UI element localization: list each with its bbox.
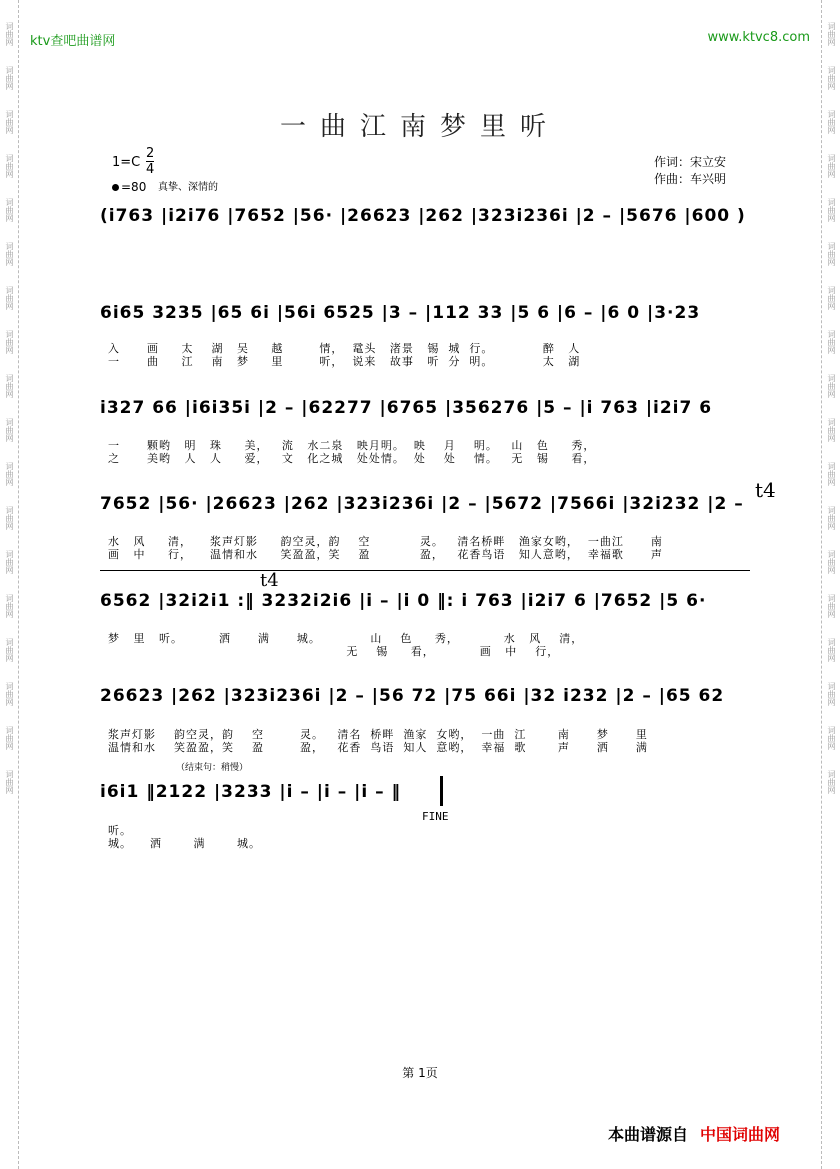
watermark-glyph: 词曲网 xyxy=(827,154,836,178)
left-watermark-column xyxy=(2,0,16,1169)
header-right-site[interactable]: www.ktvc8.com xyxy=(707,30,810,45)
watermark-glyph: 词曲网 xyxy=(827,242,836,266)
key-signature: 1=C xyxy=(112,155,141,170)
watermark-glyph: 词曲网 xyxy=(5,770,14,794)
lyric-line-6a: 浆声灯影 韵空灵，韵 空 灵。 清名 桥畔 渔家 女哟， 一曲 江 南 梦 里 xyxy=(108,728,648,741)
left-margin-line xyxy=(18,0,19,1169)
watermark-glyph: 词曲网 xyxy=(5,330,14,354)
watermark-glyph: 词曲网 xyxy=(5,550,14,574)
lyric-line-5b: 无 锡 看， 画 中 行， xyxy=(108,645,560,658)
watermark-glyph: 词曲网 xyxy=(827,374,836,398)
music-line-7: i6i1 ‖2122 |3233 |i – |i – |i – ‖ xyxy=(100,782,402,802)
header-left-site[interactable]: ktv查吧曲谱网 xyxy=(30,34,116,49)
watermark-glyph: 词曲网 xyxy=(5,154,14,178)
lyric-line-4b: 画 中 行， 温情和水 笑盈盈，笑 盈 盈， 花香鸟语 知人意哟， 幸福歌 声 xyxy=(108,548,663,561)
watermark-glyph: 词曲网 xyxy=(827,198,836,222)
watermark-glyph: 词曲网 xyxy=(827,418,836,442)
quarter-note-icon xyxy=(112,184,119,191)
music-line-1: (i763 |i2i76 |7652 |56· |26623 |262 |323i236i |2 – |5676 |600 ) xyxy=(100,206,746,226)
lyricist-credit: 作词：宋立安 xyxy=(654,155,727,169)
right-margin-line xyxy=(821,0,822,1169)
watermark-glyph: 词曲网 xyxy=(5,726,14,750)
fine-mark: FINE xyxy=(422,810,449,823)
watermark-glyph: 词曲网 xyxy=(5,22,14,46)
music-line-5: 6562 |32i2i1 :‖ 3232i2i6 |i – |i 0 ‖: i 763 |i2i7 6 |7652 |5 6· xyxy=(100,591,707,611)
music-line-4: 7652 |56· |26623 |262 |323i236i |2 – |5672 |7566i |32i232 |2 – xyxy=(100,494,744,514)
music-line-3: i327 66 |i6i35i |2 – |62277 |6765 |356276 |5 – |i 763 |i2i7 6 xyxy=(100,398,713,418)
watermark-glyph: 词曲网 xyxy=(827,22,836,46)
watermark-glyph: 词曲网 xyxy=(827,286,836,310)
watermark-glyph: 词曲网 xyxy=(5,506,14,530)
right-watermark-column xyxy=(824,0,838,1169)
time-sig-bottom: 4 xyxy=(146,162,155,177)
watermark-glyph: 词曲网 xyxy=(5,286,14,310)
watermark-glyph: 词曲网 xyxy=(827,726,836,750)
watermark-glyph: 词曲网 xyxy=(5,374,14,398)
final-barline xyxy=(440,776,443,806)
lyric-line-4a: 水 风 清， 浆声灯影 韵空灵，韵 空 灵。 清名桥畔 渔家女哟， 一曲江 南 xyxy=(108,535,663,548)
watermark-glyph: 词曲网 xyxy=(5,594,14,618)
stray-mark-1: t4 xyxy=(755,478,776,502)
ending-note: （结束句：稍慢） xyxy=(176,763,249,773)
staff-separator xyxy=(100,570,750,571)
lyric-line-3a: 一 颗哟 明 珠 美， 流 水二泉 映月明。 映 月 明。 山 色 秀， xyxy=(108,439,596,452)
composer-credit: 作曲：车兴明 xyxy=(654,172,727,186)
lyric-line-2a: 入 画 太 湖 吴 越 情， 鼋头 渚景 锡 城 行。 醉 人 xyxy=(108,342,581,355)
watermark-glyph: 词曲网 xyxy=(5,682,14,706)
lyric-line-7b: 城。 洒 满 城。 xyxy=(108,837,261,850)
lyric-line-5a: 梦 里 听。 洒 满 城。 山 色 秀， 水 风 清， xyxy=(108,632,584,645)
lyric-line-6b: 温情和水 笑盈盈，笑 盈 盈， 花香 鸟语 知人 意哟， 幸福 歌 声 洒 满 xyxy=(108,741,648,754)
lyric-line-3b: 之 美哟 人 人 爱， 文 化之城 处处情。 处 处 情。 无 锡 看， xyxy=(108,452,596,465)
watermark-glyph: 词曲网 xyxy=(5,198,14,222)
time-signature xyxy=(146,146,154,177)
music-line-6: 26623 |262 |323i236i |2 – |56 72 |75 66i |32 i232 |2 – |65 62 xyxy=(100,686,725,706)
page-number: 第 1页 xyxy=(402,1066,438,1080)
source-credit xyxy=(608,1122,780,1145)
source-site-link[interactable]: 中国词曲网 xyxy=(700,1125,781,1144)
watermark-glyph: 词曲网 xyxy=(827,682,836,706)
expression-mark: 真挚、深情的 xyxy=(158,182,218,193)
time-sig-top: 2 xyxy=(146,146,155,161)
lyric-line-2b: 一 曲 江 南 梦 里 听， 说来 故事 听 分 明。 太 湖 xyxy=(108,355,581,368)
tempo-value: =80 xyxy=(121,180,147,194)
watermark-glyph: 词曲网 xyxy=(827,462,836,486)
source-label: 本曲谱源自 xyxy=(608,1125,689,1144)
watermark-glyph: 词曲网 xyxy=(827,638,836,662)
watermark-glyph: 词曲网 xyxy=(5,638,14,662)
watermark-glyph: 词曲网 xyxy=(5,110,14,134)
watermark-glyph: 词曲网 xyxy=(827,66,836,90)
tempo-mark xyxy=(112,180,146,194)
watermark-glyph: 词曲网 xyxy=(827,770,836,794)
watermark-glyph: 词曲网 xyxy=(5,462,14,486)
watermark-glyph: 词曲网 xyxy=(827,506,836,530)
watermark-glyph: 词曲网 xyxy=(5,242,14,266)
watermark-glyph: 词曲网 xyxy=(827,550,836,574)
music-line-2: 6i65 3235 |65 6i |56i 6525 |3 – |112 33 |5 6 |6 – |6 0 |3·23 xyxy=(100,303,701,323)
stray-mark-2: t4 xyxy=(260,570,279,591)
watermark-glyph: 词曲网 xyxy=(827,110,836,134)
lyric-line-7a: 听。 xyxy=(108,824,132,837)
watermark-glyph: 词曲网 xyxy=(827,330,836,354)
watermark-glyph: 词曲网 xyxy=(5,66,14,90)
song-title: 一曲江南梦里听 xyxy=(279,112,560,142)
watermark-glyph: 词曲网 xyxy=(827,594,836,618)
watermark-glyph: 词曲网 xyxy=(5,418,14,442)
